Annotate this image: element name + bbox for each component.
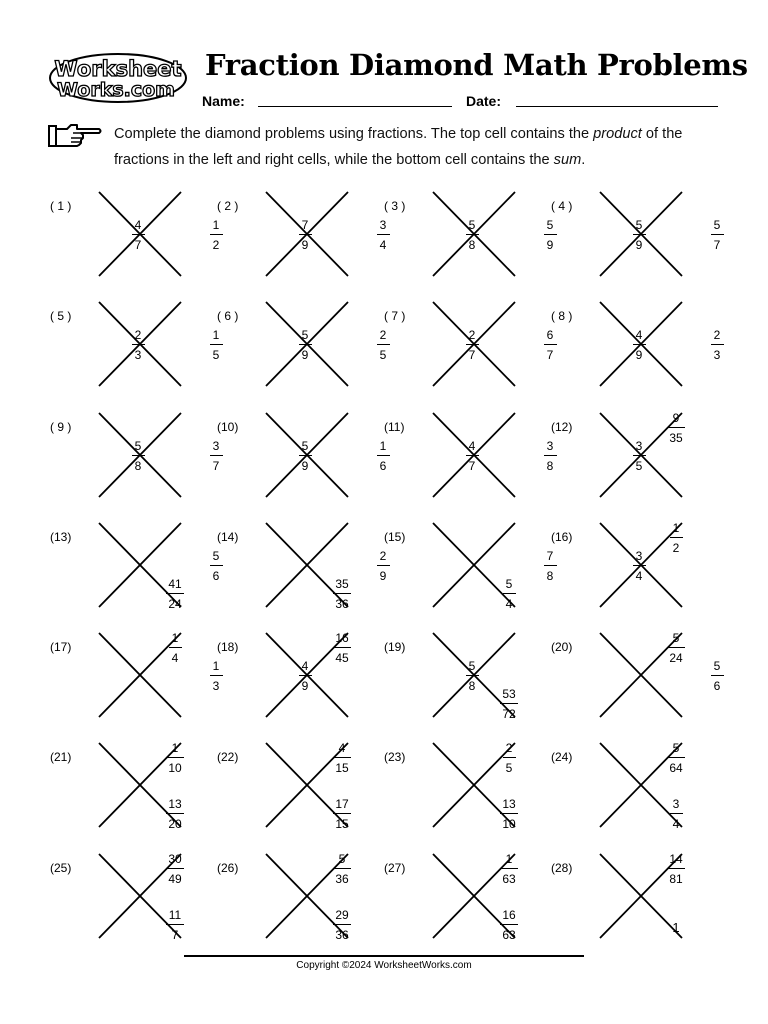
- numerator: 4: [338, 741, 346, 755]
- problem-number: ( 4 ): [551, 199, 573, 213]
- problem-number: (28): [551, 861, 573, 875]
- denominator: 9: [301, 679, 309, 693]
- problem-2: [215, 191, 387, 291]
- denominator: 15: [335, 817, 349, 831]
- denominator: 35: [669, 431, 683, 445]
- numerator: 5: [468, 659, 476, 673]
- top-cell: [661, 632, 691, 664]
- problem-23: [382, 742, 542, 842]
- left-cell: [290, 219, 320, 251]
- problem-number: (11): [384, 420, 405, 434]
- problem-10: [215, 412, 387, 512]
- denominator: 64: [669, 761, 683, 775]
- top-cell: [327, 742, 357, 774]
- bottom-cell: [327, 909, 357, 941]
- left-cell-blank[interactable]: [290, 881, 320, 911]
- name-field[interactable]: [258, 106, 452, 107]
- numerator: 2: [713, 328, 721, 342]
- footer-divider: [184, 955, 584, 957]
- top-cell-blank[interactable]: [494, 191, 524, 221]
- problem-12: [549, 412, 709, 512]
- left-cell: [624, 440, 654, 472]
- bottom-cell-blank[interactable]: [494, 247, 524, 277]
- left-cell-blank[interactable]: [290, 770, 320, 800]
- left-cell: [457, 329, 487, 361]
- numerator: 5: [546, 218, 554, 232]
- problem-17: [48, 631, 220, 732]
- bottom-cell-blank[interactable]: [327, 688, 357, 718]
- numerator: 4: [301, 659, 309, 673]
- denominator: 63: [502, 872, 516, 886]
- numerator: 4: [635, 328, 643, 342]
- left-cell: [624, 329, 654, 361]
- left-cell-blank[interactable]: [457, 881, 487, 911]
- numerator: 1: [505, 852, 513, 866]
- numerator: 5: [505, 577, 513, 591]
- bottom-cell: [494, 578, 524, 610]
- numerator: 13: [168, 797, 182, 811]
- problem-14: [215, 522, 387, 622]
- denominator: 7: [713, 238, 721, 252]
- problem-22: [215, 742, 375, 842]
- svg-text:Worksheet: Worksheet: [54, 57, 182, 81]
- numerator: 7: [301, 218, 309, 232]
- top-cell: [661, 853, 691, 885]
- denominator: 49: [168, 872, 182, 886]
- bottom-cell-blank[interactable]: [327, 468, 357, 498]
- denominator: 10: [502, 817, 516, 831]
- problem-9: [48, 412, 220, 512]
- bottom-cell-blank[interactable]: [661, 688, 691, 718]
- numerator: 1: [212, 218, 220, 232]
- numerator: 53: [502, 687, 516, 701]
- left-cell-blank[interactable]: [290, 550, 320, 580]
- name-label: Name:: [202, 93, 245, 109]
- left-cell: [624, 219, 654, 251]
- bottom-cell-blank[interactable]: [160, 247, 190, 277]
- denominator: 9: [379, 569, 387, 583]
- numerator: 2: [468, 328, 476, 342]
- top-cell: [661, 742, 691, 774]
- bottom-cell-blank[interactable]: [327, 247, 357, 277]
- page-title: Fraction Diamond Math Problems: [205, 48, 748, 82]
- problem-20: [549, 631, 721, 732]
- right-cell-blank[interactable]: [702, 550, 732, 580]
- numerator: 2: [134, 328, 142, 342]
- denominator: 7: [171, 928, 179, 942]
- numerator: 5: [672, 631, 680, 645]
- denominator: 45: [335, 651, 349, 665]
- problem-number: ( 3 ): [384, 199, 406, 213]
- left-cell-blank[interactable]: [123, 881, 153, 911]
- left-cell: [290, 329, 320, 361]
- worksheetworks-logo: [48, 52, 188, 104]
- bottom-cell: [327, 798, 357, 830]
- problem-number: (24): [551, 750, 573, 764]
- numerator: 13: [502, 797, 516, 811]
- top-cell-blank[interactable]: [661, 191, 691, 221]
- top-cell-blank[interactable]: [327, 301, 357, 331]
- problem-number: ( 9 ): [50, 420, 72, 434]
- denominator: 8: [546, 569, 554, 583]
- left-cell: [123, 329, 153, 361]
- problem-19: [382, 632, 542, 732]
- denominator: 24: [669, 651, 683, 665]
- svg-text:Works.com: Works.com: [57, 79, 175, 101]
- denominator: 8: [546, 459, 554, 473]
- denominator: 9: [546, 238, 554, 252]
- problem-11: [382, 412, 554, 512]
- numerator: 3: [635, 549, 643, 563]
- problem-number: ( 5 ): [50, 309, 72, 323]
- top-cell-blank[interactable]: [661, 301, 691, 331]
- numerator: 3: [212, 439, 220, 453]
- top-cell-blank[interactable]: [494, 632, 524, 662]
- bottom-cell-blank[interactable]: [494, 468, 524, 498]
- numerator: 1: [171, 631, 179, 645]
- left-cell-blank[interactable]: [123, 550, 153, 580]
- numerator: 5: [713, 218, 721, 232]
- problem-number: (27): [384, 861, 406, 875]
- top-cell: [661, 522, 691, 554]
- problem-number: ( 2 ): [217, 199, 239, 213]
- numerator: 5: [212, 549, 220, 563]
- numerator: 7: [546, 549, 554, 563]
- left-cell-blank[interactable]: [624, 881, 654, 911]
- right-cell: [702, 660, 732, 692]
- denominator: 5: [379, 348, 387, 362]
- instructions: Complete the diamond problems using fractions. The top cell contains the product of the fractions in the left and right cells, while the bottom cell contains the sum.: [114, 126, 683, 168]
- denominator: 4: [505, 597, 513, 611]
- numerator: 5: [713, 659, 721, 673]
- left-cell: [457, 440, 487, 472]
- numerator: 1: [171, 741, 179, 755]
- numerator: 14: [669, 852, 683, 866]
- bottom-cell: [160, 798, 190, 830]
- problem-number: (25): [50, 861, 72, 875]
- top-cell-blank[interactable]: [494, 522, 524, 552]
- denominator: 4: [635, 569, 643, 583]
- problem-18: [215, 632, 375, 732]
- problem-16: [549, 522, 709, 622]
- numerator: 3: [635, 439, 643, 453]
- numerator: 16: [502, 908, 516, 922]
- pointing-hand-icon: [47, 122, 103, 150]
- top-cell-blank[interactable]: [327, 522, 357, 552]
- numerator: 3: [546, 439, 554, 453]
- right-cell-blank[interactable]: [702, 770, 732, 800]
- left-cell: [457, 219, 487, 251]
- bottom-cell-blank[interactable]: [661, 247, 691, 277]
- denominator: 72: [502, 707, 516, 721]
- top-cell: [494, 742, 524, 774]
- problem-number: ( 6 ): [217, 309, 239, 323]
- product-word: product: [593, 126, 642, 142]
- right-cell-blank[interactable]: [702, 881, 732, 911]
- problem-number: (18): [217, 640, 239, 654]
- numerator: 30: [168, 852, 182, 866]
- problem-15: [382, 522, 554, 622]
- top-cell-blank[interactable]: [327, 191, 357, 221]
- problem-number: (19): [384, 640, 406, 654]
- problem-27: [382, 853, 542, 953]
- denominator: 7: [212, 459, 220, 473]
- problem-25: [48, 853, 208, 953]
- problem-number: (21): [50, 750, 72, 764]
- left-cell-blank[interactable]: [123, 770, 153, 800]
- problem-number: ( 1 ): [50, 199, 72, 213]
- top-cell: [160, 742, 190, 774]
- top-cell-blank[interactable]: [160, 191, 190, 221]
- top-cell-blank[interactable]: [160, 522, 190, 552]
- bottom-cell: 1: [672, 920, 680, 935]
- problem-5: [48, 301, 220, 401]
- bottom-cell-blank[interactable]: [160, 357, 190, 387]
- copyright: Copyright ©2024 WorksheetWorks.com: [296, 960, 472, 971]
- left-cell: [290, 660, 320, 692]
- problem-4: [549, 191, 721, 291]
- problem-8: [549, 301, 721, 401]
- numerator: 5: [468, 218, 476, 232]
- left-cell: [290, 440, 320, 472]
- problem-number: (22): [217, 750, 239, 764]
- problem-number: (23): [384, 750, 406, 764]
- top-cell: [327, 853, 357, 885]
- problem-24: [549, 742, 709, 842]
- numerator: 2: [505, 741, 513, 755]
- denominator: 6: [212, 569, 220, 583]
- numerator: 6: [546, 328, 554, 342]
- left-cell: [624, 550, 654, 582]
- denominator: 7: [468, 459, 476, 473]
- problem-number: (13): [50, 530, 72, 544]
- bottom-cell: [160, 909, 190, 941]
- denominator: 7: [134, 238, 142, 252]
- right-cell: [702, 219, 732, 251]
- bottom-cell-blank[interactable]: [661, 578, 691, 608]
- numerator: 2: [379, 328, 387, 342]
- numerator: 1: [212, 659, 220, 673]
- numerator: 4: [468, 439, 476, 453]
- numerator: 5: [301, 328, 309, 342]
- bottom-cell: [160, 578, 190, 610]
- denominator: 36: [335, 872, 349, 886]
- bottom-cell-blank[interactable]: [661, 357, 691, 387]
- denominator: 81: [669, 872, 683, 886]
- problem-3: [382, 191, 554, 291]
- denominator: 3: [713, 348, 721, 362]
- bottom-cell-blank[interactable]: [494, 357, 524, 387]
- right-cell-blank[interactable]: [702, 440, 732, 470]
- problem-number: (10): [217, 420, 239, 434]
- denominator: 8: [468, 238, 476, 252]
- bottom-cell-blank[interactable]: [661, 468, 691, 498]
- date-label: Date:: [466, 93, 502, 109]
- bottom-cell: [494, 688, 524, 720]
- denominator: 2: [212, 238, 220, 252]
- problem-28: [549, 853, 709, 953]
- sum-word: sum: [553, 152, 582, 168]
- bottom-cell: [494, 798, 524, 830]
- left-cell-blank[interactable]: [457, 550, 487, 580]
- top-cell-blank[interactable]: [160, 412, 190, 442]
- denominator: 10: [168, 761, 182, 775]
- problem-number: (15): [384, 530, 406, 544]
- denominator: 3: [212, 679, 220, 693]
- bottom-cell-blank[interactable]: [160, 468, 190, 498]
- denominator: 36: [335, 597, 349, 611]
- denominator: 63: [502, 928, 516, 942]
- numerator: 1: [212, 328, 220, 342]
- denominator: 2: [672, 541, 680, 555]
- denominator: 4: [379, 238, 387, 252]
- denominator: 8: [468, 679, 476, 693]
- denominator: 9: [301, 238, 309, 252]
- problem-number: (26): [217, 861, 239, 875]
- numerator: 2: [379, 549, 387, 563]
- denominator: 3: [134, 348, 142, 362]
- problem-number: ( 8 ): [551, 309, 573, 323]
- left-cell: [457, 660, 487, 692]
- numerator: 9: [672, 411, 680, 425]
- numerator: 5: [672, 741, 680, 755]
- problem-21: [48, 742, 208, 842]
- numerator: 5: [635, 218, 643, 232]
- top-cell-blank[interactable]: [160, 301, 190, 331]
- numerator: 5: [134, 439, 142, 453]
- problem-7: [382, 301, 554, 401]
- denominator: 5: [505, 761, 513, 775]
- denominator: 9: [635, 238, 643, 252]
- top-cell-blank[interactable]: [494, 412, 524, 442]
- numerator: 29: [335, 908, 349, 922]
- denominator: 6: [713, 679, 721, 693]
- bottom-cell: [661, 798, 691, 830]
- numerator: 5: [301, 439, 309, 453]
- numerator: 17: [335, 797, 349, 811]
- right-cell: [702, 329, 732, 361]
- problem-13: [48, 522, 220, 622]
- left-cell: [123, 219, 153, 251]
- top-cell-blank[interactable]: [327, 412, 357, 442]
- numerator: 35: [335, 577, 349, 591]
- denominator: 9: [635, 348, 643, 362]
- denominator: 15: [335, 761, 349, 775]
- denominator: 7: [468, 348, 476, 362]
- numerator: 41: [168, 577, 182, 591]
- numerator: 16: [335, 631, 349, 645]
- denominator: 4: [672, 817, 680, 831]
- denominator: 24: [168, 597, 182, 611]
- top-cell: [494, 853, 524, 885]
- denominator: 4: [171, 651, 179, 665]
- left-cell-blank[interactable]: [457, 770, 487, 800]
- numerator: 4: [134, 218, 142, 232]
- top-cell: [327, 632, 357, 664]
- numerator: 3: [672, 797, 680, 811]
- denominator: 5: [635, 459, 643, 473]
- problem-number: (14): [217, 530, 239, 544]
- denominator: 20: [168, 817, 182, 831]
- problem-number: ( 7 ): [384, 309, 406, 323]
- top-cell: [160, 853, 190, 885]
- bottom-cell-blank[interactable]: [327, 357, 357, 387]
- numerator: 11: [168, 908, 182, 922]
- problem-26: [215, 853, 375, 953]
- left-cell-blank[interactable]: [624, 660, 654, 690]
- problem-6: [215, 301, 387, 401]
- bottom-cell: [494, 909, 524, 941]
- top-cell: [661, 412, 691, 444]
- problem-number: (20): [551, 640, 573, 654]
- left-cell-blank[interactable]: [624, 770, 654, 800]
- problem-number: (16): [551, 530, 573, 544]
- denominator: 5: [212, 348, 220, 362]
- denominator: 7: [546, 348, 554, 362]
- denominator: 9: [301, 348, 309, 362]
- left-cell-blank[interactable]: [123, 660, 153, 690]
- bottom-cell: [327, 578, 357, 610]
- denominator: 9: [301, 459, 309, 473]
- numerator: 1: [672, 521, 680, 535]
- bottom-cell-blank[interactable]: [160, 688, 190, 718]
- problem-1: [48, 191, 220, 291]
- numerator: 3: [379, 218, 387, 232]
- denominator: 36: [335, 928, 349, 942]
- top-cell: [160, 632, 190, 664]
- problem-number: (17): [50, 640, 72, 654]
- problem-number: (12): [551, 420, 573, 434]
- left-cell: [123, 440, 153, 472]
- denominator: 6: [379, 459, 387, 473]
- top-cell-blank[interactable]: [494, 301, 524, 331]
- denominator: 8: [134, 459, 142, 473]
- date-field[interactable]: [516, 106, 718, 107]
- numerator: 1: [379, 439, 387, 453]
- numerator: 5: [338, 852, 346, 866]
